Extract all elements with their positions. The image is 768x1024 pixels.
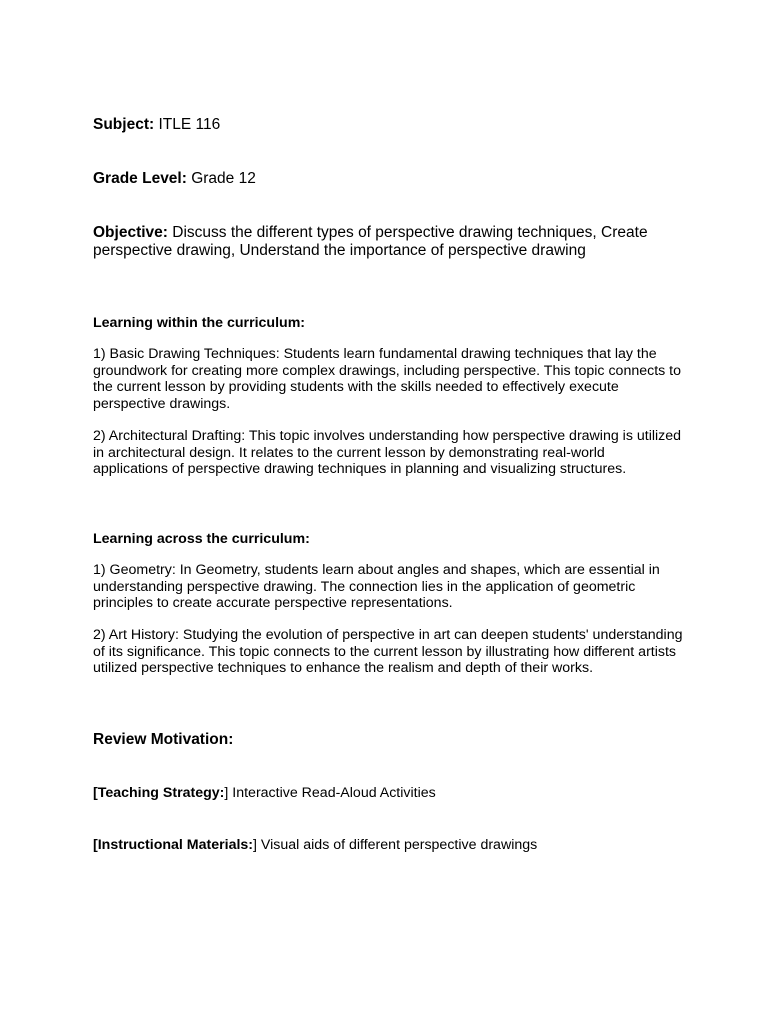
instructional-materials-value: ] Visual aids of different perspective drawings <box>253 837 538 853</box>
within-curriculum-item-2: 2) Architectural Drafting: This topic involves understanding how perspective drawing is utilized in architectural design. It relates to the current lesson by demonstrating real-world applications of perspective drawing techniques in planning and visualizing structures. <box>93 428 682 478</box>
grade-level-line <box>93 170 683 188</box>
across-curriculum-item-1: 1) Geometry: In Geometry, students learn about angles and shapes, which are essential in understanding perspective drawing. The connection lies in the application of geometric principles to create accurate perspective representations. <box>93 562 660 612</box>
teaching-strategy-value: ] Interactive Read-Aloud Activities <box>224 785 436 801</box>
teaching-strategy-line <box>93 785 693 802</box>
review-motivation-heading: Review Motivation: <box>93 731 234 748</box>
within-curriculum-heading: Learning within the curriculum: <box>93 315 306 331</box>
subject-line <box>93 116 683 134</box>
subject-label: Subject: <box>93 116 155 133</box>
objective-value: Discuss the different types of perspective drawing techniques, Create perspective drawing, Understand the importance of perspective drawing <box>93 224 648 259</box>
subject-value: ITLE 116 <box>154 116 221 133</box>
teaching-strategy-label: [Teaching Strategy: <box>93 785 225 801</box>
across-curriculum-heading: Learning across the curriculum: <box>93 531 310 547</box>
within-curriculum-item-1: 1) Basic Drawing Techniques: Students learn fundamental drawing techniques that lay the groundwork for creating more complex drawings, including perspective. This topic connects to the current lesson by providing students with the skills needed to effectively execute perspective drawings. <box>93 346 682 413</box>
instructional-materials-label: [Instructional Materials: <box>93 837 254 853</box>
instructional-materials-line <box>93 837 693 854</box>
grade-level-label: Grade Level: <box>93 170 187 187</box>
objective-line <box>93 224 683 260</box>
across-curriculum-item-2: 2) Art History: Studying the evolution of perspective in art can deepen students' understanding of its significance. This topic connects to the current lesson by illustrating how different artists utilized perspective techniques to enhance the realism and depth of their works. <box>93 627 683 677</box>
objective-label: Objective: <box>93 224 168 241</box>
grade-level-value: Grade 12 <box>186 170 256 187</box>
